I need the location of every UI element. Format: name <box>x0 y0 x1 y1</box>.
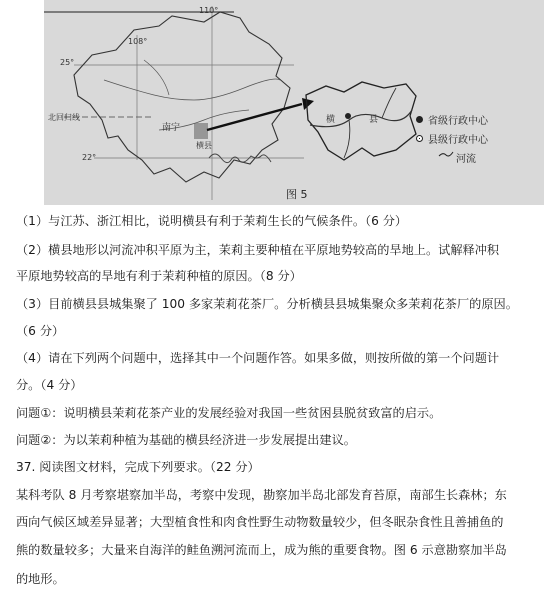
arrow-head <box>302 98 314 110</box>
question-1: （1）与江苏、浙江相比，说明横县有利于茉莉生长的气候条件。（6 分） <box>16 214 408 228</box>
guangxi-outline <box>74 12 290 182</box>
legend-county: 县级行政中心 <box>416 131 488 146</box>
label-nanning: 南宁 <box>162 123 181 133</box>
map-svg <box>44 0 544 205</box>
river-west <box>104 79 280 100</box>
question-37-para-line-4: 的地形。 <box>16 572 65 586</box>
label-hengxian-small: 横县 <box>196 141 212 150</box>
tributary-2 <box>382 88 396 118</box>
province-center-icon <box>416 116 423 123</box>
label-heng: 横 <box>326 115 336 125</box>
legend-river: 河流 <box>456 154 476 165</box>
question-4-line-2: 分。（4 分） <box>16 378 83 392</box>
river-legend-icon <box>439 152 453 156</box>
figure-5-map <box>44 0 544 205</box>
question-3-line-2: （6 分） <box>16 324 65 338</box>
legend-province: 省级行政中心 <box>416 112 488 127</box>
hengxian-highlight <box>194 123 208 139</box>
issue-2: 问题②：为以茉莉种植为基础的横县经济进一步发展提出建议。 <box>16 433 356 447</box>
question-37-title: 37. 阅读图文材料，完成下列要求。（22 分） <box>16 460 260 474</box>
label-lat-22: 22° <box>82 153 97 162</box>
label-lon-110: 110° <box>199 6 219 15</box>
tributary-1 <box>344 120 350 158</box>
question-2-line-2: 平原地势较高的旱地有利于茉莉种植的原因。（8 分） <box>16 269 302 283</box>
label-tropic: 北回归线 <box>48 113 80 122</box>
issue-1: 问题①：说明横县茉莉花茶产业的发展经验对我国一些贫困县脱贫致富的启示。 <box>16 406 442 420</box>
county-center-icon <box>416 135 423 142</box>
question-2-line-1: （2）横县地形以河流冲积平原为主，茉莉主要种植在平原地势较高的旱地上。试解释冲积 <box>16 243 500 257</box>
label-xian: 县 <box>369 115 379 125</box>
question-37-para-line-1: 某科考队 8 月考察堪察加半岛，考察中发现，勘察加半岛北部发育苔原，南部生长森林；东 <box>16 488 507 502</box>
county-seat-marker <box>345 113 351 119</box>
label-lon-108: 108° <box>128 37 148 46</box>
question-37-para-line-2: 西向气候区域差异显著；大型植食性和肉食性野生动物数量较少，但冬眠杂食性且善捕鱼的 <box>16 515 504 529</box>
question-37-para-line-3: 熊的数量较多；大量来自海洋的鲑鱼溯河流而上，成为熊的重要食物。图 6 示意勘察加半岛 <box>16 543 507 557</box>
zoom-arrow <box>207 104 302 130</box>
question-3-line-1: （3）目前横县县城集聚了 100 多家茉莉花茶厂。分析横县县城集聚众多茉莉花茶厂的原因。 <box>16 297 518 311</box>
figure-caption: 图 5 <box>286 188 308 201</box>
hengxian-outline <box>306 82 416 160</box>
label-lat-25: 25° <box>60 58 75 67</box>
question-4-line-1: （4）请在下列两个问题中，选择其中一个问题作答。如果多做，则按所做的第一个问题计 <box>16 351 500 365</box>
